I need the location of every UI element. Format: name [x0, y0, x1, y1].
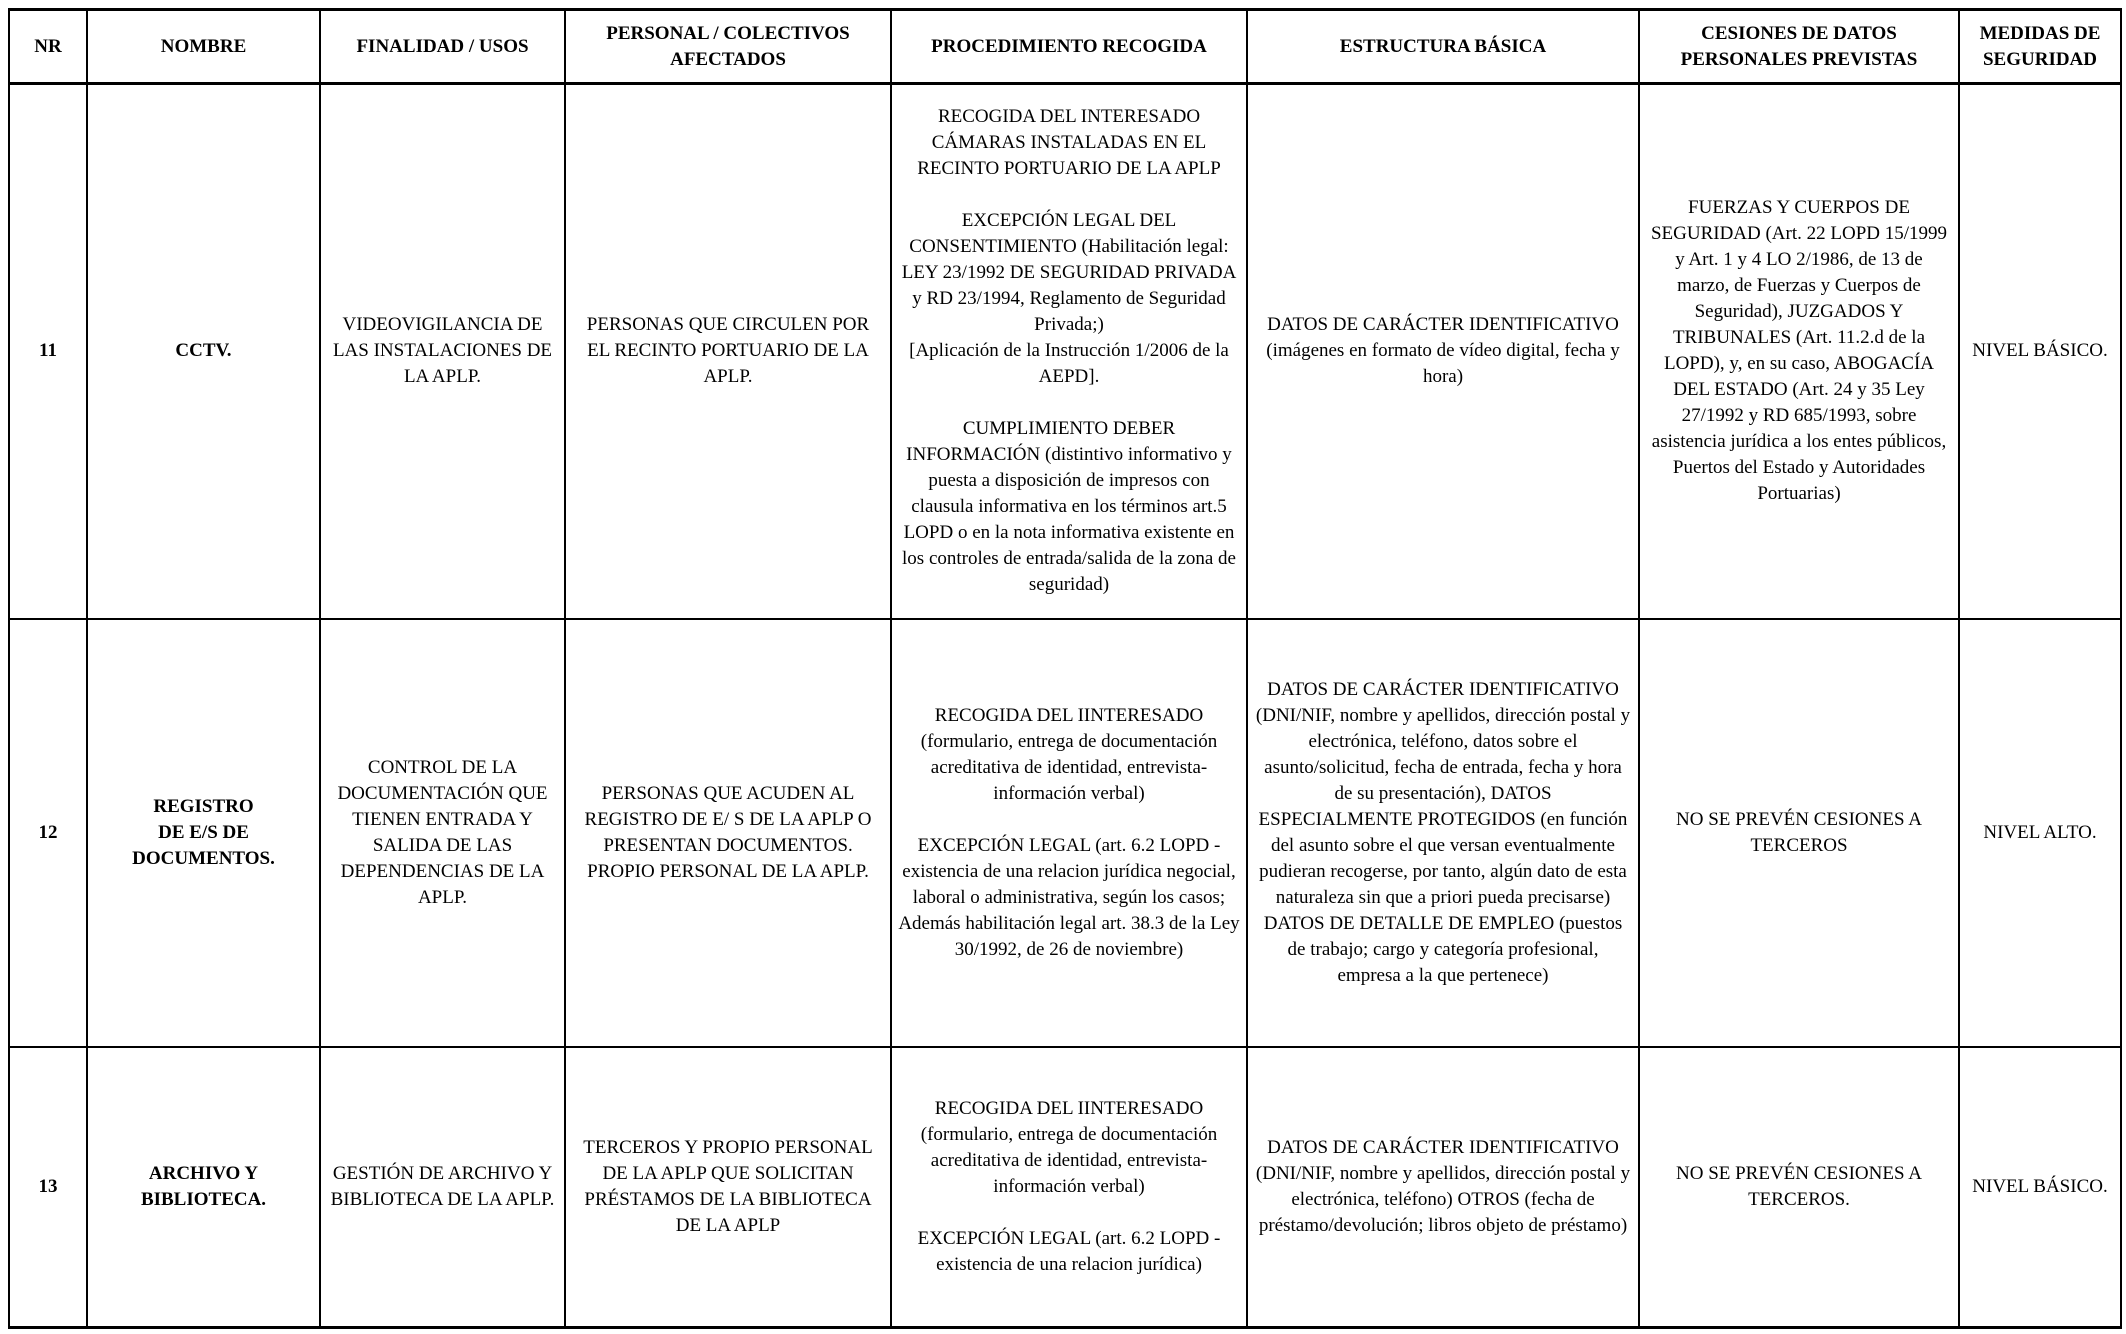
cell-procedimiento-line: RECINTO PORTUARIO DE LA APLP [917, 158, 1221, 180]
cell-procedimiento-line: información verbal) [993, 782, 1145, 804]
cell-estructura-line: pudieran recogerse, por tanto, algún dato de esta [1259, 860, 1627, 882]
cell-cesiones-line: SEGURIDAD (Art. 22 LOPD 15/1999 [1650, 223, 1948, 245]
cell-cesiones-line: FUERZAS Y CUERPOS DE [1688, 197, 1910, 219]
cell-cesiones-line: marzo, de Fuerzas y Cuerpos de [1677, 275, 1921, 297]
cell-finalidad-line: TIENEN ENTRADA Y [352, 808, 533, 830]
cell-nr [9, 1047, 87, 1328]
cell-nombre-line: DE E/S DE [158, 821, 249, 843]
header-procedimiento: PROCEDIMIENTO RECOGIDA [891, 10, 1247, 84]
cell-finalidad-line: DEPENDENCIAS DE LA [340, 860, 545, 882]
cell-cesiones-line: Portuarias) [1757, 483, 1841, 505]
cell-estructura-line: DATOS DE DETALLE DE EMPLEO (puestos [1263, 912, 1623, 934]
cell-procedimiento-line: INFORMACIÓN (distintivo informativo y [906, 444, 1232, 466]
cell-procedimiento-line: (formulario, entrega de documentación [920, 730, 1218, 752]
table-row [9, 619, 2121, 1047]
cell-nombre-line: ARCHIVO Y [148, 1162, 259, 1184]
cell-estructura-line: ESPECIALMENTE PROTEGIDOS (en función [1258, 808, 1628, 830]
cell-nombre [87, 84, 320, 619]
cell-nombre [87, 619, 320, 1047]
cell-estructura-line: del asunto sobre el que versan eventualmente [1271, 834, 1615, 856]
paragraph-gap [896, 182, 1242, 208]
cell-personal-line: PERSONAS QUE ACUDEN AL [601, 782, 855, 804]
cell-personal-line: PRÉSTAMOS DE LA BIBLIOTECA [584, 1188, 872, 1210]
cell-personal-line: EL RECINTO PORTUARIO DE LA [587, 340, 869, 362]
cell-nombre-line: REGISTRO [153, 795, 254, 817]
cell-personal [565, 1047, 891, 1328]
cell-estructura-line: DATOS DE CARÁCTER IDENTIFICATIVO [1267, 678, 1619, 700]
cell-cesiones-line: TERCEROS [1750, 834, 1848, 856]
cell-cesiones-line: TRIBUNALES (Art. 11.2.d de la [1672, 327, 1926, 349]
paragraph-gap [896, 807, 1242, 833]
cell-procedimiento-line: información verbal) [993, 1175, 1145, 1197]
cell-finalidad-line: APLP. [417, 886, 468, 908]
header-medidas: MEDIDAS DE SEGURIDAD [1959, 10, 2121, 84]
cell-nr [9, 84, 87, 619]
cell-personal-line: PERSONAS QUE CIRCULEN POR [586, 314, 870, 336]
cell-finalidad-line: VIDEOVIGILANCIA DE [342, 314, 543, 336]
cell-cesiones-line: DEL ESTADO (Art. 24 y 35 Ley [1673, 379, 1925, 401]
cell-personal [565, 619, 891, 1047]
cell-estructura-line: hora) [1422, 366, 1464, 388]
cell-estructura-line: préstamo/devolución; libros objeto de préstamo) [1258, 1214, 1628, 1236]
cell-cesiones-line: NO SE PREVÉN CESIONES A [1676, 1162, 1922, 1184]
cell-procedimiento-line: laboral o administrativa, según los casos; [912, 886, 1226, 908]
cell-cesiones [1639, 1047, 1959, 1328]
cell-nr-text: 13 [38, 1175, 58, 1197]
cell-cesiones [1639, 84, 1959, 619]
cell-procedimiento-line: (formulario, entrega de documentación [920, 1123, 1218, 1145]
header-estructura: ESTRUCTURA BÁSICA [1247, 10, 1639, 84]
header-nr: NR [9, 10, 87, 84]
cell-finalidad [320, 84, 565, 619]
cell-procedimiento-line: EXCEPCIÓN LEGAL (art. 6.2 LOPD - [917, 1227, 1221, 1249]
cell-medidas [1959, 619, 2121, 1047]
cell-cesiones-line: TERCEROS. [1748, 1188, 1850, 1210]
cell-procedimiento-line: AEPD]. [1038, 366, 1100, 388]
cell-cesiones-line: Seguridad), JUZGADOS Y [1694, 301, 1904, 323]
cell-medidas-line: NIVEL BÁSICO. [1972, 1175, 2108, 1197]
cell-cesiones [1639, 619, 1959, 1047]
cell-cesiones-line: 27/1992 y RD 685/1993, sobre [1681, 405, 1917, 427]
cell-estructura-line: DATOS DE CARÁCTER IDENTIFICATIVO [1267, 314, 1619, 336]
cell-personal-line: DE LA APLP QUE SOLICITAN [602, 1162, 854, 1184]
cell-personal-line: APLP. [703, 366, 753, 388]
cell-personal-line: DE LA APLP [675, 1214, 781, 1236]
cell-nombre-line: CCTV. [175, 340, 232, 362]
cell-procedimiento-line: seguridad) [1028, 574, 1110, 596]
cell-finalidad-line: BIBLIOTECA DE LA APLP. [330, 1188, 555, 1210]
cell-cesiones-line: asistencia jurídica a los entes públicos, [1651, 431, 1947, 453]
cell-estructura-line: electrónica, teléfono, datos sobre el [1308, 730, 1578, 752]
cell-procedimiento-line: CUMPLIMIENTO DEBER [962, 418, 1176, 440]
cell-procedimiento-line: LOPD o en la nota informativa existente en [903, 522, 1235, 544]
data-files-table [8, 8, 2122, 1329]
cell-finalidad-line: CONTROL DE LA [367, 756, 518, 778]
cell-nombre-line: BIBLIOTECA. [140, 1188, 267, 1210]
cell-procedimiento-line: acreditativa de identidad, entrevista- [930, 756, 1208, 778]
cell-cesiones-line: NO SE PREVÉN CESIONES A [1676, 808, 1922, 830]
cell-nr-text: 12 [38, 821, 58, 843]
cell-procedimiento-line: RECOGIDA DEL INTERESADO [937, 106, 1201, 128]
cell-procedimiento [891, 1047, 1247, 1328]
cell-procedimiento-line: existencia de una relacion jurídica negocial, [902, 860, 1236, 882]
cell-nombre-line: DOCUMENTOS. [132, 847, 275, 869]
cell-nr-text: 11 [39, 340, 57, 362]
cell-cesiones-line: y Art. 1 y 4 LO 2/1986, de 13 de [1675, 249, 1923, 271]
header-finalidad: FINALIDAD / USOS [320, 10, 565, 84]
cell-nombre [87, 1047, 320, 1328]
cell-personal-line: PROPIO PERSONAL DE LA APLP. [587, 860, 869, 882]
cell-procedimiento-line: los controles de entrada/salida de la zona de [902, 548, 1236, 570]
cell-estructura-line: electrónica, teléfono) OTROS (fecha de [1291, 1188, 1595, 1210]
cell-cesiones-line: LOPD), y, en su caso, ABOGACÍA [1663, 353, 1935, 375]
cell-estructura-line: (DNI/NIF, nombre y apellidos, dirección postal y [1255, 1162, 1631, 1184]
cell-procedimiento-line: existencia de una relacion jurídica) [936, 1253, 1202, 1275]
cell-procedimiento-line: clausula informativa en los términos art.5 [911, 496, 1227, 518]
cell-medidas [1959, 1047, 2121, 1328]
header-personal: PERSONAL / COLECTIVOS AFECTADOS [565, 10, 891, 84]
cell-personal [565, 84, 891, 619]
cell-finalidad-line: SALIDA DE LAS [372, 834, 513, 856]
cell-estructura-line: de su presentación), DATOS [1334, 782, 1552, 804]
cell-procedimiento-line: EXCEPCIÓN LEGAL (art. 6.2 LOPD - [917, 834, 1221, 856]
cell-procedimiento-line: 30/1992, de 26 de noviembre) [954, 938, 1184, 960]
cell-estructura-line: empresa a la que pertenece) [1337, 964, 1549, 986]
cell-procedimiento-line: y RD 23/1994, Reglamento de Seguridad [912, 288, 1226, 310]
cell-procedimiento-line: RECOGIDA DEL IINTERESADO [934, 704, 1204, 726]
cell-procedimiento-line: Privada;) [1034, 314, 1104, 336]
cell-procedimiento-line: Además habilitación legal art. 38.3 de la Ley [898, 912, 1240, 934]
cell-procedimiento-line: RECOGIDA DEL IINTERESADO [934, 1097, 1204, 1119]
cell-medidas-line: NIVEL ALTO. [1983, 821, 2097, 843]
cell-procedimiento-line: LEY 23/1992 DE SEGURIDAD PRIVADA [901, 262, 1237, 284]
cell-procedimiento-line: CÁMARAS INSTALADAS EN EL [931, 132, 1207, 154]
cell-personal-line: PRESENTAN DOCUMENTOS. [603, 834, 853, 856]
table-row [9, 84, 2121, 619]
cell-procedimiento [891, 619, 1247, 1047]
cell-procedimiento [891, 84, 1247, 619]
cell-procedimiento-line: puesta a disposición de impresos con [928, 470, 1210, 492]
cell-procedimiento-line: CONSENTIMIENTO (Habilitación legal: [909, 236, 1229, 258]
cell-personal-line: TERCEROS Y PROPIO PERSONAL [583, 1136, 873, 1158]
cell-estructura [1247, 84, 1639, 619]
cell-estructura [1247, 619, 1639, 1047]
cell-finalidad [320, 619, 565, 1047]
cell-cesiones-line: Puertos del Estado y Autoridades [1672, 457, 1926, 479]
cell-finalidad-line: GESTIÓN DE ARCHIVO Y [332, 1162, 553, 1184]
cell-medidas [1959, 84, 2121, 619]
paragraph-gap [896, 1200, 1242, 1226]
cell-procedimiento-line: EXCEPCIÓN LEGAL DEL [961, 210, 1177, 232]
cell-personal-line: REGISTRO DE E/ S DE LA APLP O [584, 808, 872, 830]
cell-finalidad-line: LAS INSTALACIONES DE [332, 340, 553, 362]
header-cesiones: CESIONES DE DATOS PERSONALES PREVISTAS [1639, 10, 1959, 84]
cell-nr [9, 619, 87, 1047]
cell-procedimiento-line: acreditativa de identidad, entrevista- [930, 1149, 1208, 1171]
cell-procedimiento-line: [Aplicación de la Instrucción 1/2006 de la [909, 340, 1229, 362]
paragraph-gap [896, 390, 1242, 416]
cell-estructura [1247, 1047, 1639, 1328]
cell-medidas-line: NIVEL BÁSICO. [1972, 340, 2108, 362]
header-nombre: NOMBRE [87, 10, 320, 84]
cell-estructura-line: naturaleza sin que a priori pueda precisarse) [1275, 886, 1611, 908]
cell-estructura-line: (imágenes en formato de vídeo digital, fecha y [1266, 340, 1620, 362]
cell-finalidad-line: DOCUMENTACIÓN QUE [337, 782, 548, 804]
cell-estructura-line: DATOS DE CARÁCTER IDENTIFICATIVO [1267, 1136, 1619, 1158]
cell-estructura-line: de trabajo; cargo y categoría profesional, [1287, 938, 1599, 960]
cell-estructura-line: asunto/solicitud, fecha de entrada, fecha y hora [1264, 756, 1622, 778]
header-row [9, 10, 2121, 84]
table-row [9, 1047, 2121, 1328]
cell-finalidad-line: LA APLP. [403, 366, 482, 388]
cell-finalidad [320, 1047, 565, 1328]
cell-estructura-line: (DNI/NIF, nombre y apellidos, dirección postal y [1255, 704, 1631, 726]
